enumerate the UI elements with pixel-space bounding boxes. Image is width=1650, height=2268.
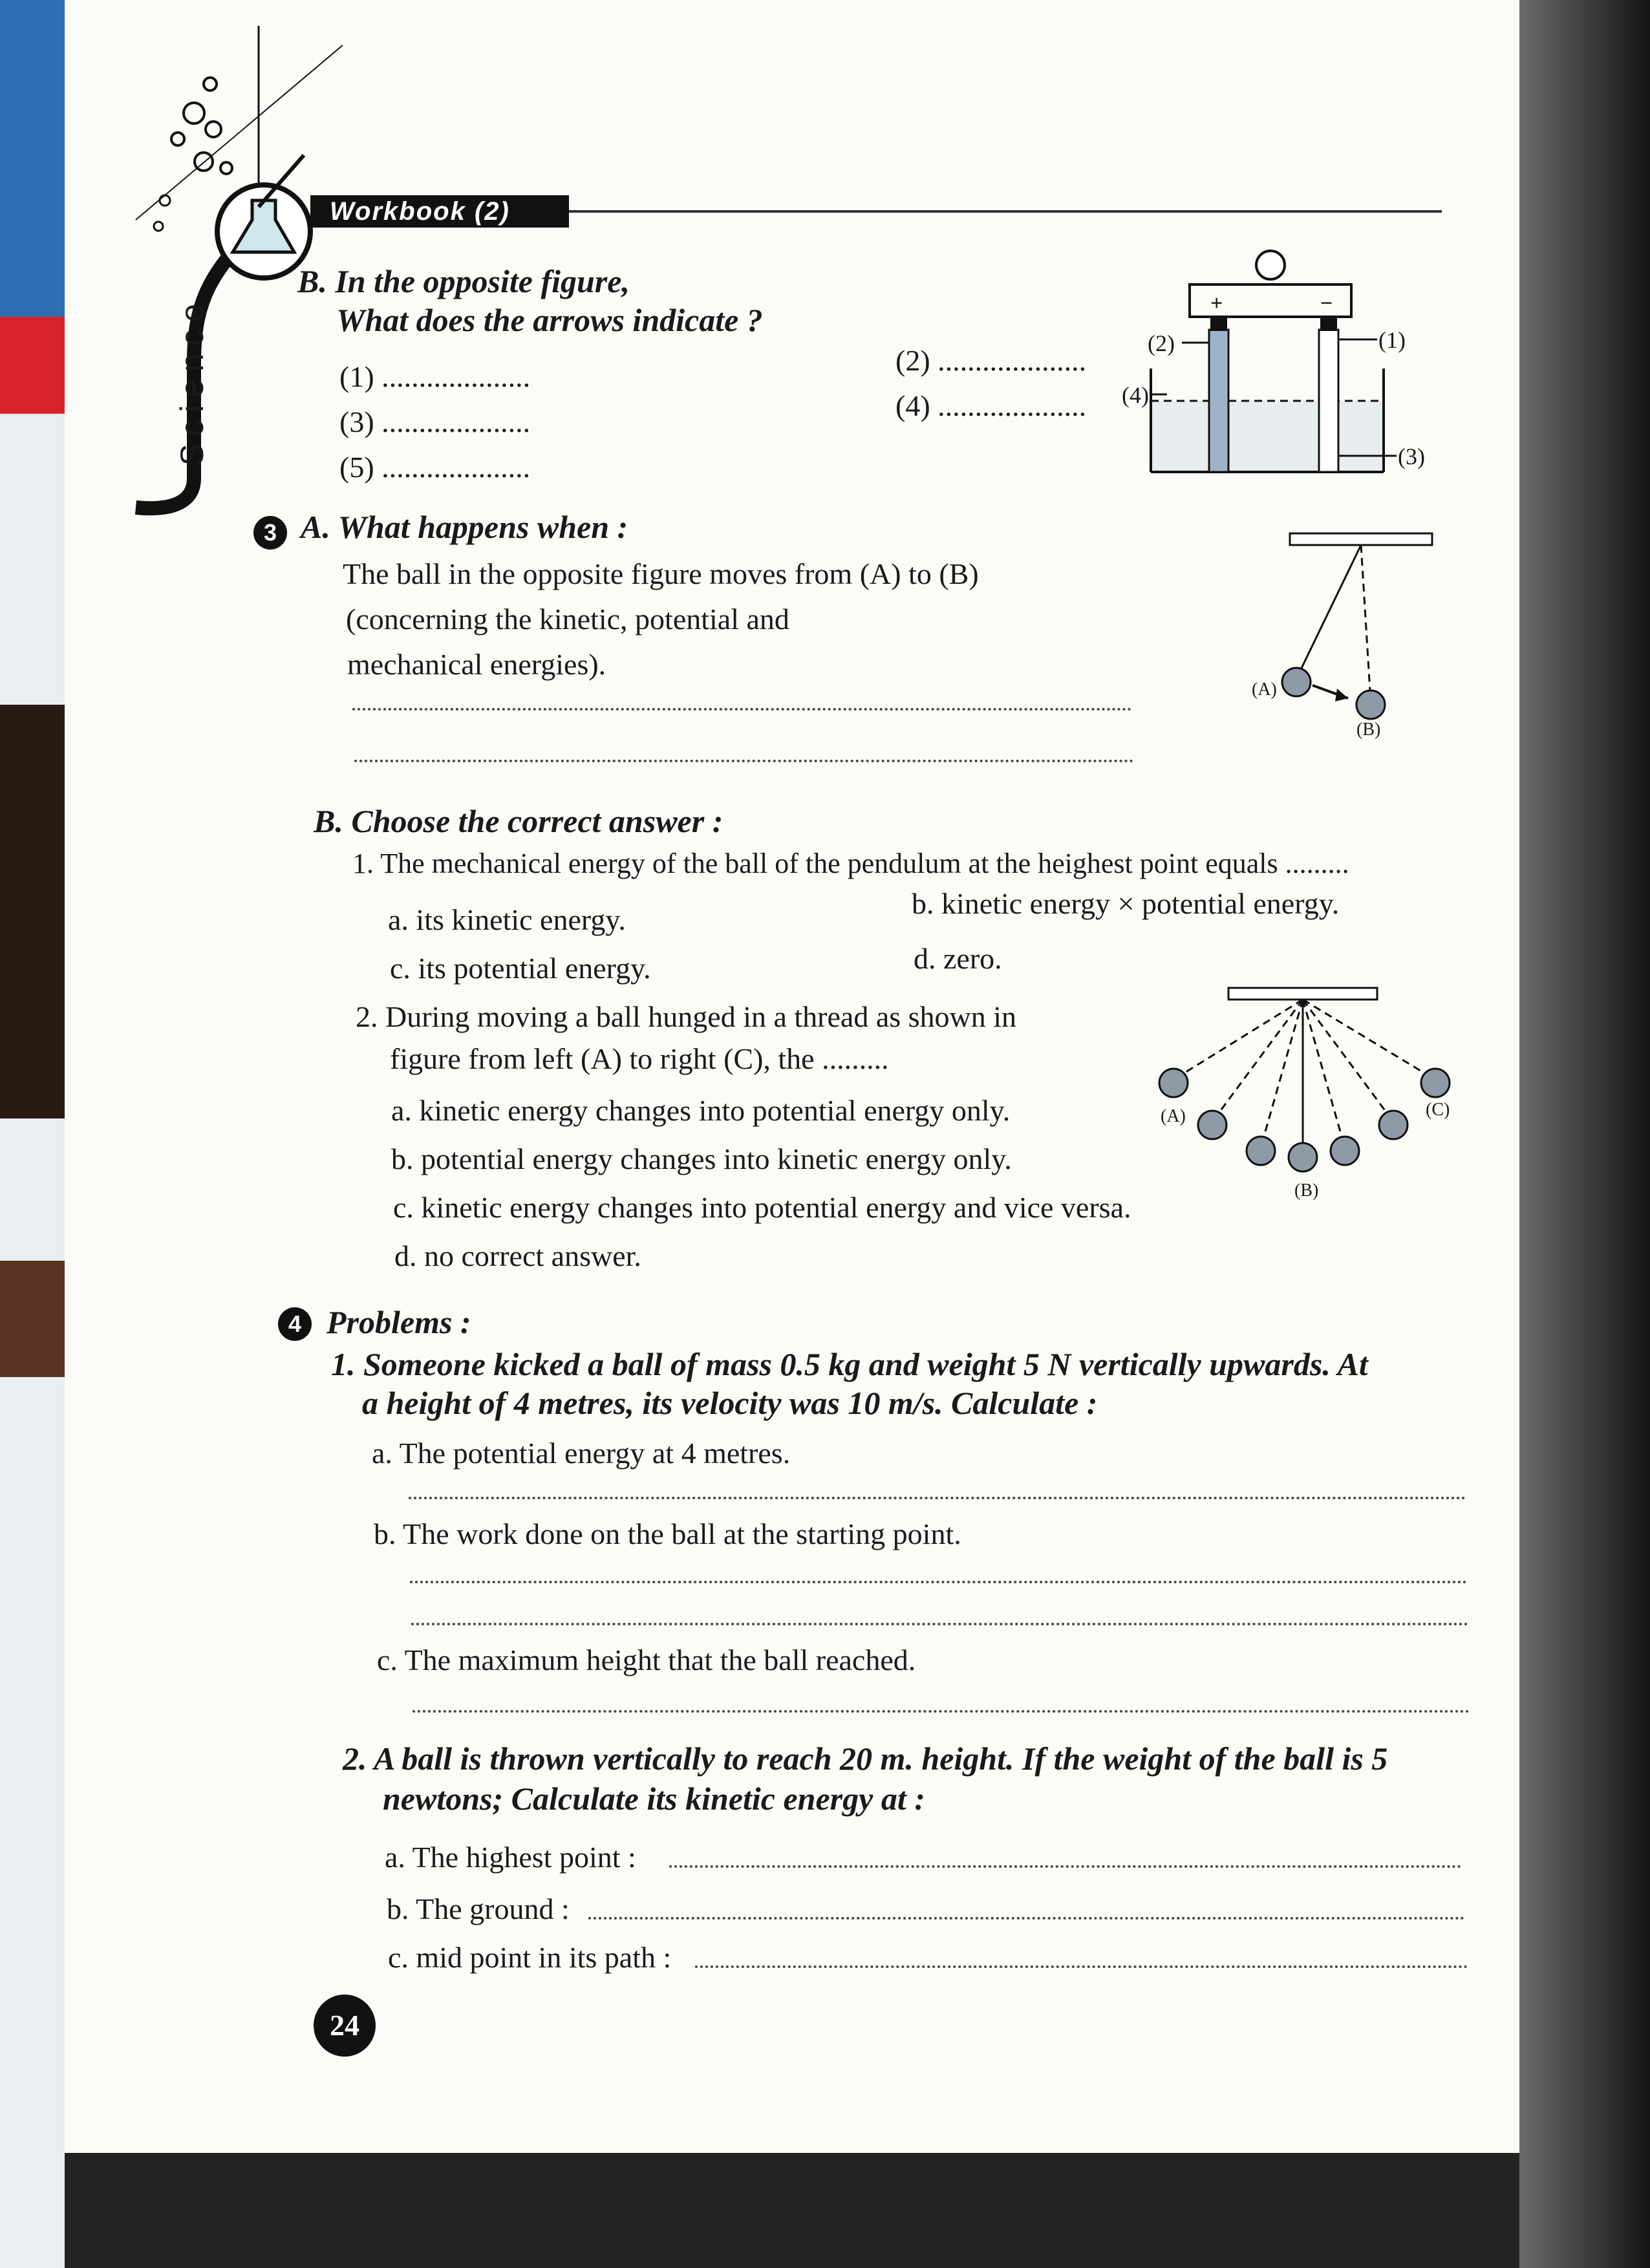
q3b-q2-stem-1: 2. During moving a ball hunged in a thread as shown in	[356, 1000, 1017, 1033]
q4-p1-a-answer-line	[409, 1497, 1466, 1499]
q2b-question: What does the arrows indicate ?	[336, 302, 763, 338]
scan-edge-left	[0, 0, 65, 2268]
fig-label-plus: +	[1210, 292, 1223, 316]
q2b-blank-2: (2) ....................	[895, 344, 1087, 377]
q3b-q2-option-c: c. kinetic energy changes into potential energy and vice versa.	[393, 1191, 1131, 1224]
q4-p2-b: b. The ground :	[387, 1892, 570, 1925]
q4-p2-line2: newtons; Calculate its kinetic energy at :	[383, 1781, 925, 1817]
pendulum-figure-1	[1267, 527, 1448, 734]
q3a-title: A. What happens when :	[301, 509, 628, 545]
q4-p1-c-answer-line	[412, 1710, 1470, 1713]
q2b-blank-5: (5) ....................	[339, 451, 531, 484]
q3b-q1-option-d: d. zero.	[914, 942, 1002, 975]
q4-p2-a: a. The highest point :	[385, 1841, 636, 1874]
q4-number: 4	[278, 1307, 312, 1341]
q3b-q1-option-b: b. kinetic energy × potential energy.	[912, 887, 1340, 920]
page-number: 24	[314, 1995, 376, 2057]
pendulum2-label-c: (C)	[1426, 1100, 1450, 1120]
scan-shadow-right	[1519, 0, 1650, 2268]
q4-title: Problems :	[327, 1304, 471, 1340]
q2b-blank-3: (3) ....................	[339, 405, 531, 438]
q3a-answer-line-1	[352, 708, 1131, 711]
electrolysis-figure	[1125, 246, 1409, 491]
q4-p2-a-answer-line	[669, 1865, 1461, 1868]
q2b-title: B. In the opposite figure,	[297, 263, 630, 299]
q3b-q1-option-a: a. its kinetic energy.	[388, 903, 626, 936]
q3b-q2-option-a: a. kinetic energy changes into potential energy only.	[391, 1094, 1011, 1127]
pendulum1-label-a: (A)	[1252, 679, 1277, 700]
q3a-line2: (concerning the kinetic, potential and	[346, 603, 789, 636]
q3b-q1-option-c: c. its potential energy.	[390, 952, 651, 985]
q3b-q2-option-b: b. potential energy changes into kinetic energy only.	[391, 1142, 1012, 1175]
q3a-line1: The ball in the opposite figure moves from (A) to (B)	[343, 557, 979, 590]
q4-p1-line1: 1. Someone kicked a ball of mass 0.5 kg and weight 5 N vertically upwards. At	[331, 1346, 1368, 1382]
q4-p2-line1: 2. A ball is thrown vertically to reach 20 m. height. If the weight of the ball is 5	[343, 1740, 1388, 1777]
fig-label-4: (4)	[1122, 382, 1149, 408]
q3-number: 3	[253, 516, 287, 550]
q4-p1-b-answer-line-2	[411, 1623, 1468, 1625]
q4-p1-line2: a height of 4 metres, its velocity was 10 m/s. Calculate :	[362, 1385, 1098, 1421]
q4-p1-c: c. The maximum height that the ball reached.	[377, 1643, 916, 1676]
fig-label-2: (2)	[1148, 330, 1175, 356]
fig-label-3: (3)	[1398, 444, 1425, 469]
q4-p2-c-answer-line	[695, 1965, 1468, 1968]
q4-p1-b: b. The work done on the ball at the starting point.	[374, 1517, 961, 1550]
pendulum-figure-2	[1151, 983, 1461, 1196]
q2b-blank-4: (4) ....................	[895, 389, 1087, 422]
subject-label: Science	[174, 296, 210, 465]
fig-label-1: (1)	[1378, 327, 1406, 353]
q3a-line3: mechanical energies).	[347, 648, 606, 681]
fig-label-minus: −	[1320, 292, 1333, 316]
header-rule	[569, 210, 1442, 213]
q3b-q2-stem-2: figure from left (A) to right (C), the .........	[390, 1042, 889, 1075]
q4-p1-a: a. The potential energy at 4 metres.	[372, 1437, 791, 1470]
q3a-answer-line-2	[354, 760, 1133, 762]
q3b-q2-option-d: d. no correct answer.	[394, 1239, 641, 1272]
q4-p2-b-answer-line	[588, 1917, 1464, 1920]
scan-shadow-bottom	[65, 2153, 1519, 2268]
q3b-q1-stem: 1. The mechanical energy of the ball of the pendulum at the heighest point equals .........	[352, 848, 1349, 879]
q3b-title: B. Choose the correct answer :	[314, 803, 723, 839]
q4-p2-c: c. mid point in its path :	[388, 1941, 672, 1974]
pendulum2-label-b: (B)	[1294, 1181, 1319, 1201]
q2b-blank-1: (1) ....................	[339, 360, 531, 393]
pendulum2-label-a: (A)	[1161, 1106, 1186, 1126]
workbook-label: Workbook (2)	[310, 195, 569, 228]
q4-p1-b-answer-line-1	[410, 1581, 1467, 1583]
pendulum1-label-b: (B)	[1356, 720, 1381, 740]
